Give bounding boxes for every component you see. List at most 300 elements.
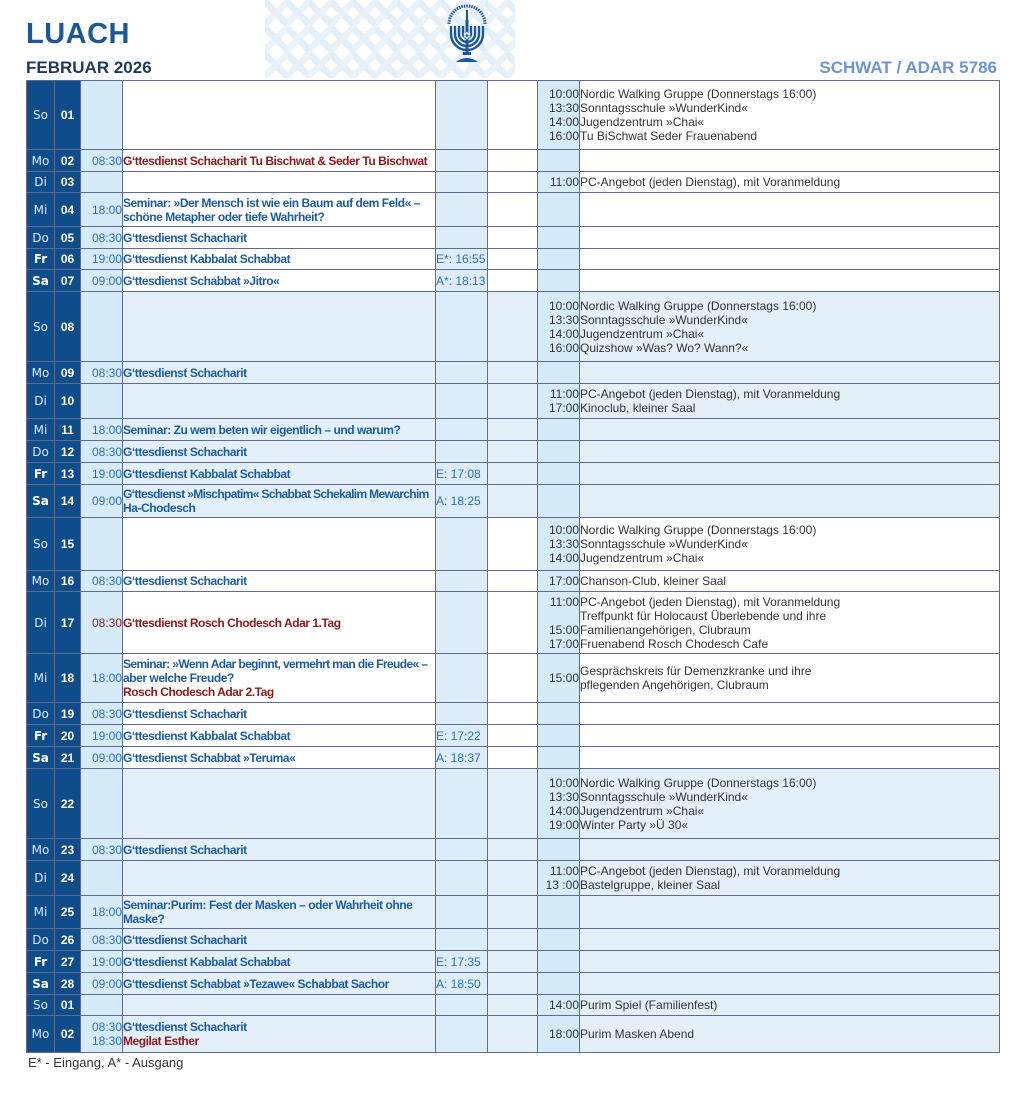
weekday-cell: Sa (27, 270, 55, 292)
service-event-cell (123, 441, 436, 463)
shabbat-time-cell: E: 17:08 (436, 463, 488, 485)
empty-cell (488, 419, 538, 441)
calendar-row (27, 362, 1000, 384)
activity-description-cell (580, 362, 1000, 384)
shabbat-time-cell: A: 18:50 (436, 973, 488, 995)
shabbat-time-cell: A*: 18:13 (436, 270, 488, 292)
weekday-cell: So (27, 995, 55, 1016)
day-number-cell: 19 (55, 703, 81, 725)
activity-description: Nordic Walking Gruppe (Donnerstags 16:00) (580, 298, 817, 313)
service-time-cell (81, 703, 123, 725)
empty-cell (488, 362, 538, 384)
activity-description: Sonntagsschule »WunderKind« (580, 537, 748, 551)
activity-time-cell (538, 951, 580, 973)
empty-cell (488, 227, 538, 249)
day-number-cell: 23 (55, 839, 81, 861)
service-time: 19:00 (91, 252, 122, 266)
day-number-cell: 20 (55, 725, 81, 747)
service-time-cell (81, 995, 123, 1016)
weekday-cell: Fr (27, 951, 55, 973)
activity-time-cell (538, 839, 580, 861)
calendar-row (27, 485, 1000, 518)
activity-description: Sonntagsschule »WunderKind« (580, 101, 748, 115)
activity-description: PC-Angebot (jeden Dienstag), mit Voranmeldung (580, 594, 841, 609)
weekday-cell: Do (27, 227, 55, 249)
activity-description: Quizshow »Was? Wo? Wann?« (580, 340, 749, 355)
service-event-text: Ha-Chodesch (123, 501, 196, 515)
service-time-cell (81, 441, 123, 463)
empty-cell (488, 747, 538, 769)
activity-time: 16:00 (548, 129, 579, 143)
activity-time: 14:00 (548, 326, 579, 341)
activity-description-cell (580, 592, 1000, 654)
service-time-cell (81, 227, 123, 249)
empty-cell (488, 485, 538, 518)
activity-description: Nordic Walking Gruppe (Donnerstags 16:00) (580, 523, 817, 537)
service-event-cell (123, 419, 436, 441)
activity-description: Fruenabend Rosch Chodesch Cafe (580, 636, 769, 651)
service-event-cell (123, 654, 436, 703)
service-event-cell (123, 896, 436, 929)
day-number-cell: 08 (55, 292, 81, 362)
service-time-cell (81, 270, 123, 292)
activity-description-cell (580, 81, 1000, 150)
activity-time: 13:30 (548, 537, 579, 551)
shabbat-time-cell (436, 995, 488, 1016)
service-event-text: schöne Metapher oder tiefe Wahrheit? (123, 209, 325, 224)
service-event-text: G‘ttesdienst Schacharit (123, 932, 247, 947)
service-event-text: G‘ttesdienst Kabbalat Schabbat (123, 954, 291, 969)
day-number-cell: 26 (55, 929, 81, 951)
menorah-emblem-icon (443, 4, 491, 70)
service-event-text: Seminar: »Der Mensch ist wie ein Baum auf dem Feld« – (123, 195, 420, 210)
day-number-cell: 07 (55, 270, 81, 292)
service-time-cell (81, 592, 123, 654)
weekday-cell: Mi (27, 654, 55, 703)
service-time: 08:30 (91, 932, 122, 947)
shabbat-time-cell: A: 18:25 (436, 485, 488, 518)
weekday-cell: Mo (27, 839, 55, 861)
weekday-cell: So (27, 518, 55, 571)
activity-time-cell (538, 929, 580, 951)
activity-time-cell (538, 725, 580, 747)
shabbat-time-cell (436, 518, 488, 571)
day-number-cell: 28 (55, 973, 81, 995)
service-event-cell (123, 227, 436, 249)
calendar-row (27, 703, 1000, 725)
service-time: 08:30 (91, 444, 122, 459)
activity-description-cell (580, 518, 1000, 571)
activity-time: 15:00 (548, 671, 579, 685)
weekday-cell: Mo (27, 571, 55, 592)
shabbat-time-cell (436, 769, 488, 839)
activity-time: 13:30 (548, 789, 579, 804)
activity-time: 11:00 (549, 594, 579, 609)
activity-time: 10:00 (548, 775, 579, 790)
service-event-cell (123, 839, 436, 861)
activity-description-cell (580, 973, 1000, 995)
empty-cell (488, 193, 538, 227)
activity-description: Sonntagsschule »WunderKind« (580, 789, 748, 804)
calendar-row (27, 861, 1000, 896)
empty-cell (488, 441, 538, 463)
shabbat-time-cell (436, 172, 488, 193)
activity-time-cell (538, 973, 580, 995)
service-event-text: G‘ttesdienst Rosch Chodesch Adar 1.Tag (123, 615, 341, 630)
day-number-cell: 03 (55, 172, 81, 193)
service-event-text: G‘ttesdienst Kabbalat Schabbat (123, 252, 291, 266)
calendar-row (27, 592, 1000, 654)
service-event-cell (123, 81, 436, 150)
service-event-cell (123, 592, 436, 654)
page-title: LUACH (26, 18, 130, 50)
activity-description: PC-Angebot (jeden Dienstag), mit Voranmeldung (580, 175, 841, 189)
activity-time-cell (538, 362, 580, 384)
weekday-cell: Di (27, 384, 55, 419)
day-number-cell: 27 (55, 951, 81, 973)
weekday-cell: Sa (27, 747, 55, 769)
service-event-cell (123, 193, 436, 227)
calendar-row (27, 441, 1000, 463)
shabbat-time-cell: E: 17:22 (436, 725, 488, 747)
service-event-cell (123, 1016, 436, 1053)
activity-description: Sonntagsschule »WunderKind« (580, 312, 748, 327)
service-event-text: Rosch Chodesch Adar 2.Tag (123, 685, 274, 699)
activity-time-cell (538, 654, 580, 703)
hebrew-month-label: SCHWAT / ADAR 5786 (819, 58, 997, 77)
service-time-cell (81, 419, 123, 441)
service-time-cell (81, 384, 123, 419)
day-number-cell: 16 (55, 571, 81, 592)
activity-time: 16:00 (548, 340, 579, 355)
service-event-text: G‘ttesdienst Schacharit (123, 574, 247, 588)
service-time: 08:30 (91, 230, 122, 245)
activity-description-cell (580, 995, 1000, 1016)
calendar-row (27, 270, 1000, 292)
activity-description-cell (580, 227, 1000, 249)
day-number-cell: 10 (55, 384, 81, 419)
day-number-cell: 18 (55, 654, 81, 703)
day-number-cell: 11 (55, 419, 81, 441)
activity-time: 13:30 (548, 101, 579, 115)
service-time: 08:30 (91, 1020, 122, 1034)
weekday-cell: Fr (27, 249, 55, 270)
activity-time-cell (538, 384, 580, 419)
shabbat-time-cell (436, 571, 488, 592)
shabbat-time-cell: A: 18:37 (436, 747, 488, 769)
day-number-cell: 02 (55, 150, 81, 172)
activity-time: 14:00 (548, 551, 579, 565)
service-event-text: G‘ttesdienst Schabbat »Jitro« (123, 273, 280, 288)
service-event-text: Megilat Esther (123, 1034, 199, 1048)
activity-time: 17:00 (548, 401, 579, 415)
activity-description: Jugendzentrum »Chai« (580, 551, 705, 565)
calendar-table (26, 80, 1000, 1053)
day-number-cell: 01 (55, 995, 81, 1016)
calendar-row (27, 951, 1000, 973)
activity-time-cell (538, 150, 580, 172)
activity-description: Nordic Walking Gruppe (Donnerstags 16:00) (580, 87, 817, 101)
activity-time: 17:00 (548, 574, 579, 588)
activity-time: 14:00 (548, 115, 579, 129)
activity-time-cell (538, 747, 580, 769)
activity-description-cell (580, 654, 1000, 703)
weekday-cell: Mo (27, 1016, 55, 1053)
shabbat-time-cell (436, 896, 488, 929)
calendar-row (27, 518, 1000, 571)
activity-description: Treffpunkt für Holocaust Überlebende und ihre (580, 608, 827, 623)
activity-time-cell (538, 518, 580, 571)
calendar-row (27, 81, 1000, 150)
service-time-cell (81, 193, 123, 227)
activity-description: Bastelgruppe, kleiner Saal (580, 878, 721, 892)
activity-description-cell (580, 725, 1000, 747)
activity-time-cell (538, 463, 580, 485)
empty-cell (488, 951, 538, 973)
service-event-text: G‘ttesdienst »Mischpatim« Schabbat Schekalim Mewarchim (123, 487, 429, 501)
calendar-row (27, 654, 1000, 703)
empty-cell (488, 973, 538, 995)
activity-time: 14:00 (548, 803, 579, 818)
empty-cell (488, 150, 538, 172)
activity-description-cell (580, 292, 1000, 362)
weekday-cell: Sa (27, 485, 55, 518)
empty-cell (488, 995, 538, 1016)
activity-description: Chanson-Club, kleiner Saal (580, 574, 727, 588)
weekday-cell: So (27, 81, 55, 150)
weekday-cell: Mo (27, 150, 55, 172)
footnote-legend: E* - Eingang, A* - Ausgang (28, 1055, 184, 1070)
activity-time: 10:00 (548, 87, 579, 101)
calendar-row (27, 193, 1000, 227)
activity-time-cell (538, 1016, 580, 1053)
activity-description: Purim Masken Abend (580, 1027, 695, 1041)
activity-description: PC-Angebot (jeden Dienstag), mit Voranmeldung (580, 864, 841, 878)
service-event-cell (123, 951, 436, 973)
service-event-cell (123, 249, 436, 270)
weekday-cell: Do (27, 929, 55, 951)
shabbat-time-cell (436, 703, 488, 725)
service-time: 09:00 (91, 976, 122, 991)
activity-description-cell (580, 703, 1000, 725)
activity-time: 13:30 (548, 312, 579, 327)
calendar-row (27, 995, 1000, 1016)
service-event-text: Seminar: »Wenn Adar beginnt, vermehrt man die Freude« – (123, 657, 428, 671)
service-time-cell (81, 172, 123, 193)
empty-cell (488, 654, 538, 703)
service-time-cell (81, 654, 123, 703)
empty-cell (488, 292, 538, 362)
activity-description-cell (580, 384, 1000, 419)
activity-description-cell (580, 172, 1000, 193)
activity-time-cell (538, 81, 580, 150)
empty-cell (488, 172, 538, 193)
service-time-cell (81, 362, 123, 384)
day-number-cell: 17 (55, 592, 81, 654)
day-number-cell: 04 (55, 193, 81, 227)
day-number-cell: 09 (55, 362, 81, 384)
weekday-cell: So (27, 292, 55, 362)
calendar-row (27, 571, 1000, 592)
day-number-cell: 13 (55, 463, 81, 485)
shabbat-time-cell (436, 81, 488, 150)
service-event-cell (123, 929, 436, 951)
day-number-cell: 14 (55, 485, 81, 518)
activity-description-cell (580, 571, 1000, 592)
service-time: 18:00 (91, 671, 122, 685)
service-time-cell (81, 769, 123, 839)
shabbat-time-cell (436, 193, 488, 227)
service-time-cell (81, 292, 123, 362)
weekday-cell: Fr (27, 463, 55, 485)
service-time: 18:00 (91, 422, 122, 437)
day-number-cell: 25 (55, 896, 81, 929)
shabbat-time-cell (436, 227, 488, 249)
service-event-cell (123, 292, 436, 362)
activity-description-cell (580, 270, 1000, 292)
shabbat-time-cell: E: 17:35 (436, 951, 488, 973)
activity-description-cell (580, 249, 1000, 270)
activity-time-cell (538, 995, 580, 1016)
service-event-cell (123, 725, 436, 747)
activity-description-cell (580, 769, 1000, 839)
activity-description: Jugendzentrum »Chai« (580, 115, 705, 129)
activity-time: 13 :00 (545, 878, 579, 892)
calendar-row (27, 1016, 1000, 1053)
activity-time-cell (538, 172, 580, 193)
activity-time: 10:00 (548, 523, 579, 537)
activity-time-cell (538, 485, 580, 518)
weekday-cell: Di (27, 592, 55, 654)
activity-time-cell (538, 592, 580, 654)
activity-description-cell (580, 485, 1000, 518)
calendar-row (27, 747, 1000, 769)
empty-cell (488, 592, 538, 654)
weekday-cell: Do (27, 703, 55, 725)
calendar-row (27, 227, 1000, 249)
service-time-cell (81, 973, 123, 995)
calendar-row (27, 419, 1000, 441)
service-event-text: G‘ttesdienst Kabbalat Schabbat (123, 728, 291, 743)
weekday-cell: Di (27, 172, 55, 193)
service-event-cell (123, 973, 436, 995)
weekday-cell: Di (27, 861, 55, 896)
service-event-text: Seminar: Zu wem beten wir eigentlich – und warum? (123, 422, 401, 437)
weekday-cell: So (27, 769, 55, 839)
calendar-row (27, 725, 1000, 747)
activity-description: Familienangehörigen, Clubraum (580, 622, 751, 637)
service-time-cell (81, 725, 123, 747)
shabbat-time-cell (436, 1016, 488, 1053)
service-event-text: G‘ttesdienst Schacharit (123, 842, 247, 857)
day-number-cell: 24 (55, 861, 81, 896)
empty-cell (488, 703, 538, 725)
activity-description-cell (580, 1016, 1000, 1053)
service-event-cell (123, 747, 436, 769)
service-event-cell (123, 362, 436, 384)
service-time-cell (81, 518, 123, 571)
service-event-cell (123, 518, 436, 571)
activity-description-cell (580, 193, 1000, 227)
activity-description: Jugendzentrum »Chai« (580, 326, 705, 341)
service-time-cell (81, 896, 123, 929)
activity-time-cell (538, 249, 580, 270)
calendar-row (27, 973, 1000, 995)
weekday-cell: Mi (27, 193, 55, 227)
calendar-row (27, 249, 1000, 270)
service-time: 18:00 (91, 905, 122, 919)
activity-time-cell (538, 270, 580, 292)
month-year-subtitle: FEBRUAR 2026 (26, 58, 152, 77)
service-event-cell (123, 485, 436, 518)
day-number-cell: 12 (55, 441, 81, 463)
calendar-row (27, 896, 1000, 929)
activity-description: pflegenden Angehörigen, Clubraum (580, 678, 769, 692)
activity-description-cell (580, 150, 1000, 172)
service-event-cell (123, 270, 436, 292)
activity-description-cell (580, 839, 1000, 861)
service-time: 09:00 (91, 494, 122, 508)
service-event-text: G‘ttesdienst Schacharit (123, 706, 247, 721)
activity-time: 18:00 (548, 1027, 579, 1041)
service-time: 08:30 (91, 615, 122, 630)
shabbat-time-cell: E*: 16:55 (436, 249, 488, 270)
activity-description: Kinoclub, kleiner Saal (580, 401, 696, 415)
activity-time: 11:00 (549, 387, 579, 401)
service-time: 18:00 (91, 202, 122, 217)
shabbat-time-cell (436, 419, 488, 441)
activity-time: 11:00 (549, 864, 579, 878)
service-event-text: G‘ttesdienst Schacharit Tu Bischwat & Seder Tu Bischwat (123, 153, 428, 168)
service-event-cell (123, 861, 436, 896)
service-time-cell (81, 1016, 123, 1053)
calendar-row (27, 384, 1000, 419)
calendar-row (27, 172, 1000, 193)
activity-time (538, 609, 579, 623)
shabbat-time-cell (436, 384, 488, 419)
service-event-cell (123, 769, 436, 839)
activity-time-cell (538, 292, 580, 362)
activity-description: Jugendzentrum »Chai« (580, 803, 705, 818)
empty-cell (488, 270, 538, 292)
service-event-text: G‘ttesdienst Schabbat »Tezawe« Schabbat Sachor (123, 976, 389, 991)
activity-time-cell (538, 571, 580, 592)
weekday-cell: Fr (27, 725, 55, 747)
activity-description-cell (580, 951, 1000, 973)
shabbat-time-cell (436, 861, 488, 896)
service-time-cell (81, 951, 123, 973)
activity-description-cell (580, 896, 1000, 929)
activity-description: Gesprächskreis für Demenzkranke und ihre (580, 664, 812, 678)
empty-cell (488, 896, 538, 929)
service-event-text: G‘ttesdienst Schacharit (123, 1020, 247, 1034)
service-time-cell (81, 929, 123, 951)
activity-time-cell (538, 193, 580, 227)
activity-time-cell (538, 441, 580, 463)
service-time-cell (81, 571, 123, 592)
activity-time-cell (538, 227, 580, 249)
service-time-cell (81, 150, 123, 172)
activity-time-cell (538, 703, 580, 725)
day-number-cell: 15 (55, 518, 81, 571)
day-number-cell: 06 (55, 249, 81, 270)
activity-time: 11:00 (549, 175, 579, 189)
service-event-cell (123, 463, 436, 485)
day-number-cell: 05 (55, 227, 81, 249)
service-time-cell (81, 485, 123, 518)
shabbat-time-cell (436, 362, 488, 384)
service-time: 19:00 (91, 954, 122, 969)
